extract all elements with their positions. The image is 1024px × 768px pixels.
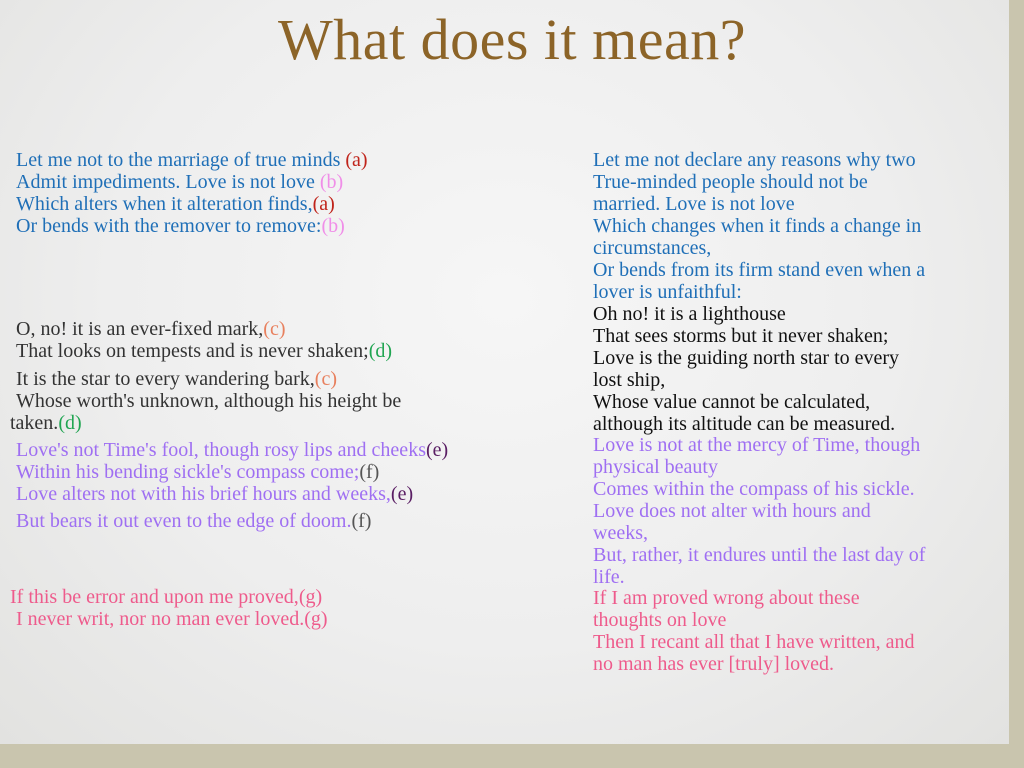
sonnet-line: Or bends with the remover to remove:(b) (16, 215, 345, 237)
sonnet-line: Which alters when it alteration finds,(a) (16, 193, 335, 215)
paraphrase-line: life. (593, 566, 625, 588)
rhyme-mark: (a) (312, 193, 335, 215)
paraphrase-line: Whose value cannot be calculated, (593, 391, 871, 413)
paraphrase-line: But, rather, it endures until the last day of (593, 544, 926, 566)
sonnet-line: If this be error and upon me proved,(g) (10, 586, 323, 608)
rhyme-mark: (b) (319, 171, 344, 193)
paraphrase-line: married. Love is not love (593, 193, 795, 215)
slide-title: What does it mean? (278, 7, 746, 72)
rhyme-mark: (a) (345, 149, 368, 171)
sonnet-line: Whose worth's unknown, although his height be (16, 390, 402, 412)
sonnet-line: Let me not to the marriage of true minds (a) (16, 149, 368, 171)
paraphrase-line: True-minded people should not be (593, 171, 868, 193)
sonnet-line: Love alters not with his brief hours and weeks,(e) (16, 483, 414, 505)
rhyme-mark: (d) (368, 340, 393, 362)
sonnet-line: taken.(d) (10, 412, 82, 434)
paraphrase-line: Or bends from its firm stand even when a (593, 259, 926, 281)
paraphrase-line: no man has ever [truly] loved. (593, 653, 835, 675)
rhyme-mark: (d) (58, 412, 82, 434)
rhyme-mark: (g) (304, 608, 328, 630)
paraphrase-line: Love is the guiding north star to every (593, 347, 900, 369)
rhyme-mark: (g) (298, 586, 323, 608)
rhyme-mark: (e) (425, 439, 449, 461)
rhyme-mark: (c) (263, 318, 286, 340)
rhyme-mark: (b) (321, 215, 345, 237)
paraphrase-line: thoughts on love (593, 609, 727, 631)
sonnet-line: O, no! it is an ever-fixed mark,(c) (16, 318, 286, 340)
paraphrase-line: If I am proved wrong about these (593, 587, 860, 609)
paraphrase-line: physical beauty (593, 456, 718, 478)
rhyme-mark: (e) (390, 483, 414, 505)
rhyme-mark: (f) (351, 510, 372, 532)
paraphrase-line: Love is not at the mercy of Time, though (593, 434, 921, 456)
paraphrase-line: Which changes when it finds a change in (593, 215, 922, 237)
paraphrase-line: Let me not declare any reasons why two (593, 149, 916, 171)
paraphrase-line: although its altitude can be measured. (593, 413, 896, 435)
rhyme-mark: (f) (359, 461, 380, 483)
paraphrase-line: Then I recant all that I have written, and (593, 631, 915, 653)
rhyme-mark: (c) (314, 368, 337, 390)
paraphrase-line: Comes within the compass of his sickle. (593, 478, 915, 500)
paraphrase-line: lover is unfaithful: (593, 281, 742, 303)
paraphrase-line: weeks, (593, 522, 648, 544)
sonnet-line: That looks on tempests and is never shaken;(d) (16, 340, 393, 362)
sonnet-line: But bears it out even to the edge of doom.(f) (16, 510, 372, 532)
sonnet-line: Within his bending sickle's compass come;(f) (16, 461, 380, 483)
paraphrase-line: That sees storms but it never shaken; (593, 325, 889, 347)
paraphrase-line: Oh no! it is a lighthouse (593, 303, 786, 325)
sonnet-line: Admit impediments. Love is not love (b) (16, 171, 344, 193)
paraphrase-line: circumstances, (593, 237, 712, 259)
sonnet-line: Love's not Time's fool, though rosy lips and cheeks(e) (16, 439, 449, 461)
sonnet-line: It is the star to every wandering bark,(c) (16, 368, 337, 390)
paraphrase-line: Love does not alter with hours and (593, 500, 871, 522)
sonnet-line: I never writ, nor no man ever loved.(g) (16, 608, 328, 630)
paraphrase-line: lost ship, (593, 369, 666, 391)
